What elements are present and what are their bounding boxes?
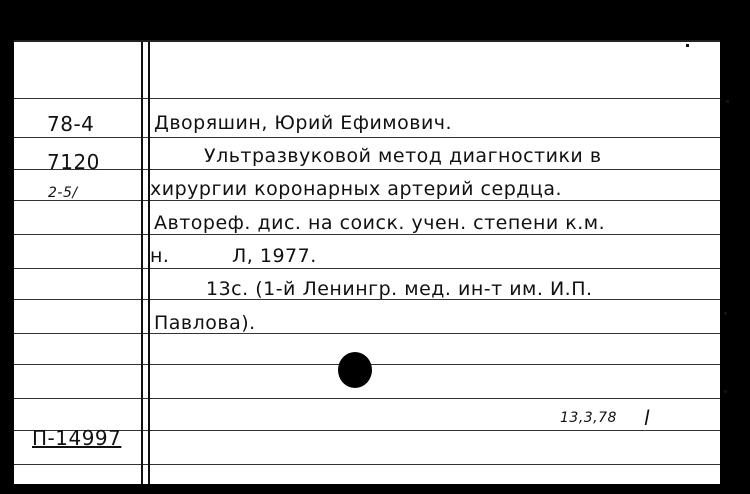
speck [724,390,727,393]
pagination-line: 13с. (1-й Ленингр. мед. ин-т им. И.П. [206,278,593,300]
margin-line-left [141,42,143,484]
accession-number: 7120 [47,150,100,174]
title-line-1: Ультразвуковой метод диагностики в [204,145,602,167]
call-number: 78-4 [47,112,95,136]
initial-mark: l [644,406,651,430]
shelf-mark: 2-5/ [48,185,78,201]
date-stamp: 13,3,78 [560,410,617,426]
description-line-end: н. [150,245,170,267]
ruled-line [14,333,720,334]
description-line: Автореф. дис. на соиск. учен. степени к.м. [154,212,606,234]
speck [686,44,689,47]
speck [724,312,727,315]
ruled-line [14,398,720,399]
catalog-card [14,40,720,484]
title-line-2: хирургии коронарных артерий сердца. [150,178,563,200]
ruled-line [14,200,720,201]
publication-line: Л, 1977. [232,245,317,267]
ruled-line [14,234,720,235]
ruled-line [14,268,720,269]
ruled-line [14,137,720,138]
bottom-code: П-14997 [32,426,122,450]
publisher-line: Павлова). [154,312,256,334]
ruled-line [14,169,720,170]
author-line: Дворяшин, Юрий Ефимович. [154,112,453,134]
ruled-line [14,98,720,99]
punch-hole [338,352,372,388]
speck [726,100,729,103]
ruled-line [14,464,720,465]
